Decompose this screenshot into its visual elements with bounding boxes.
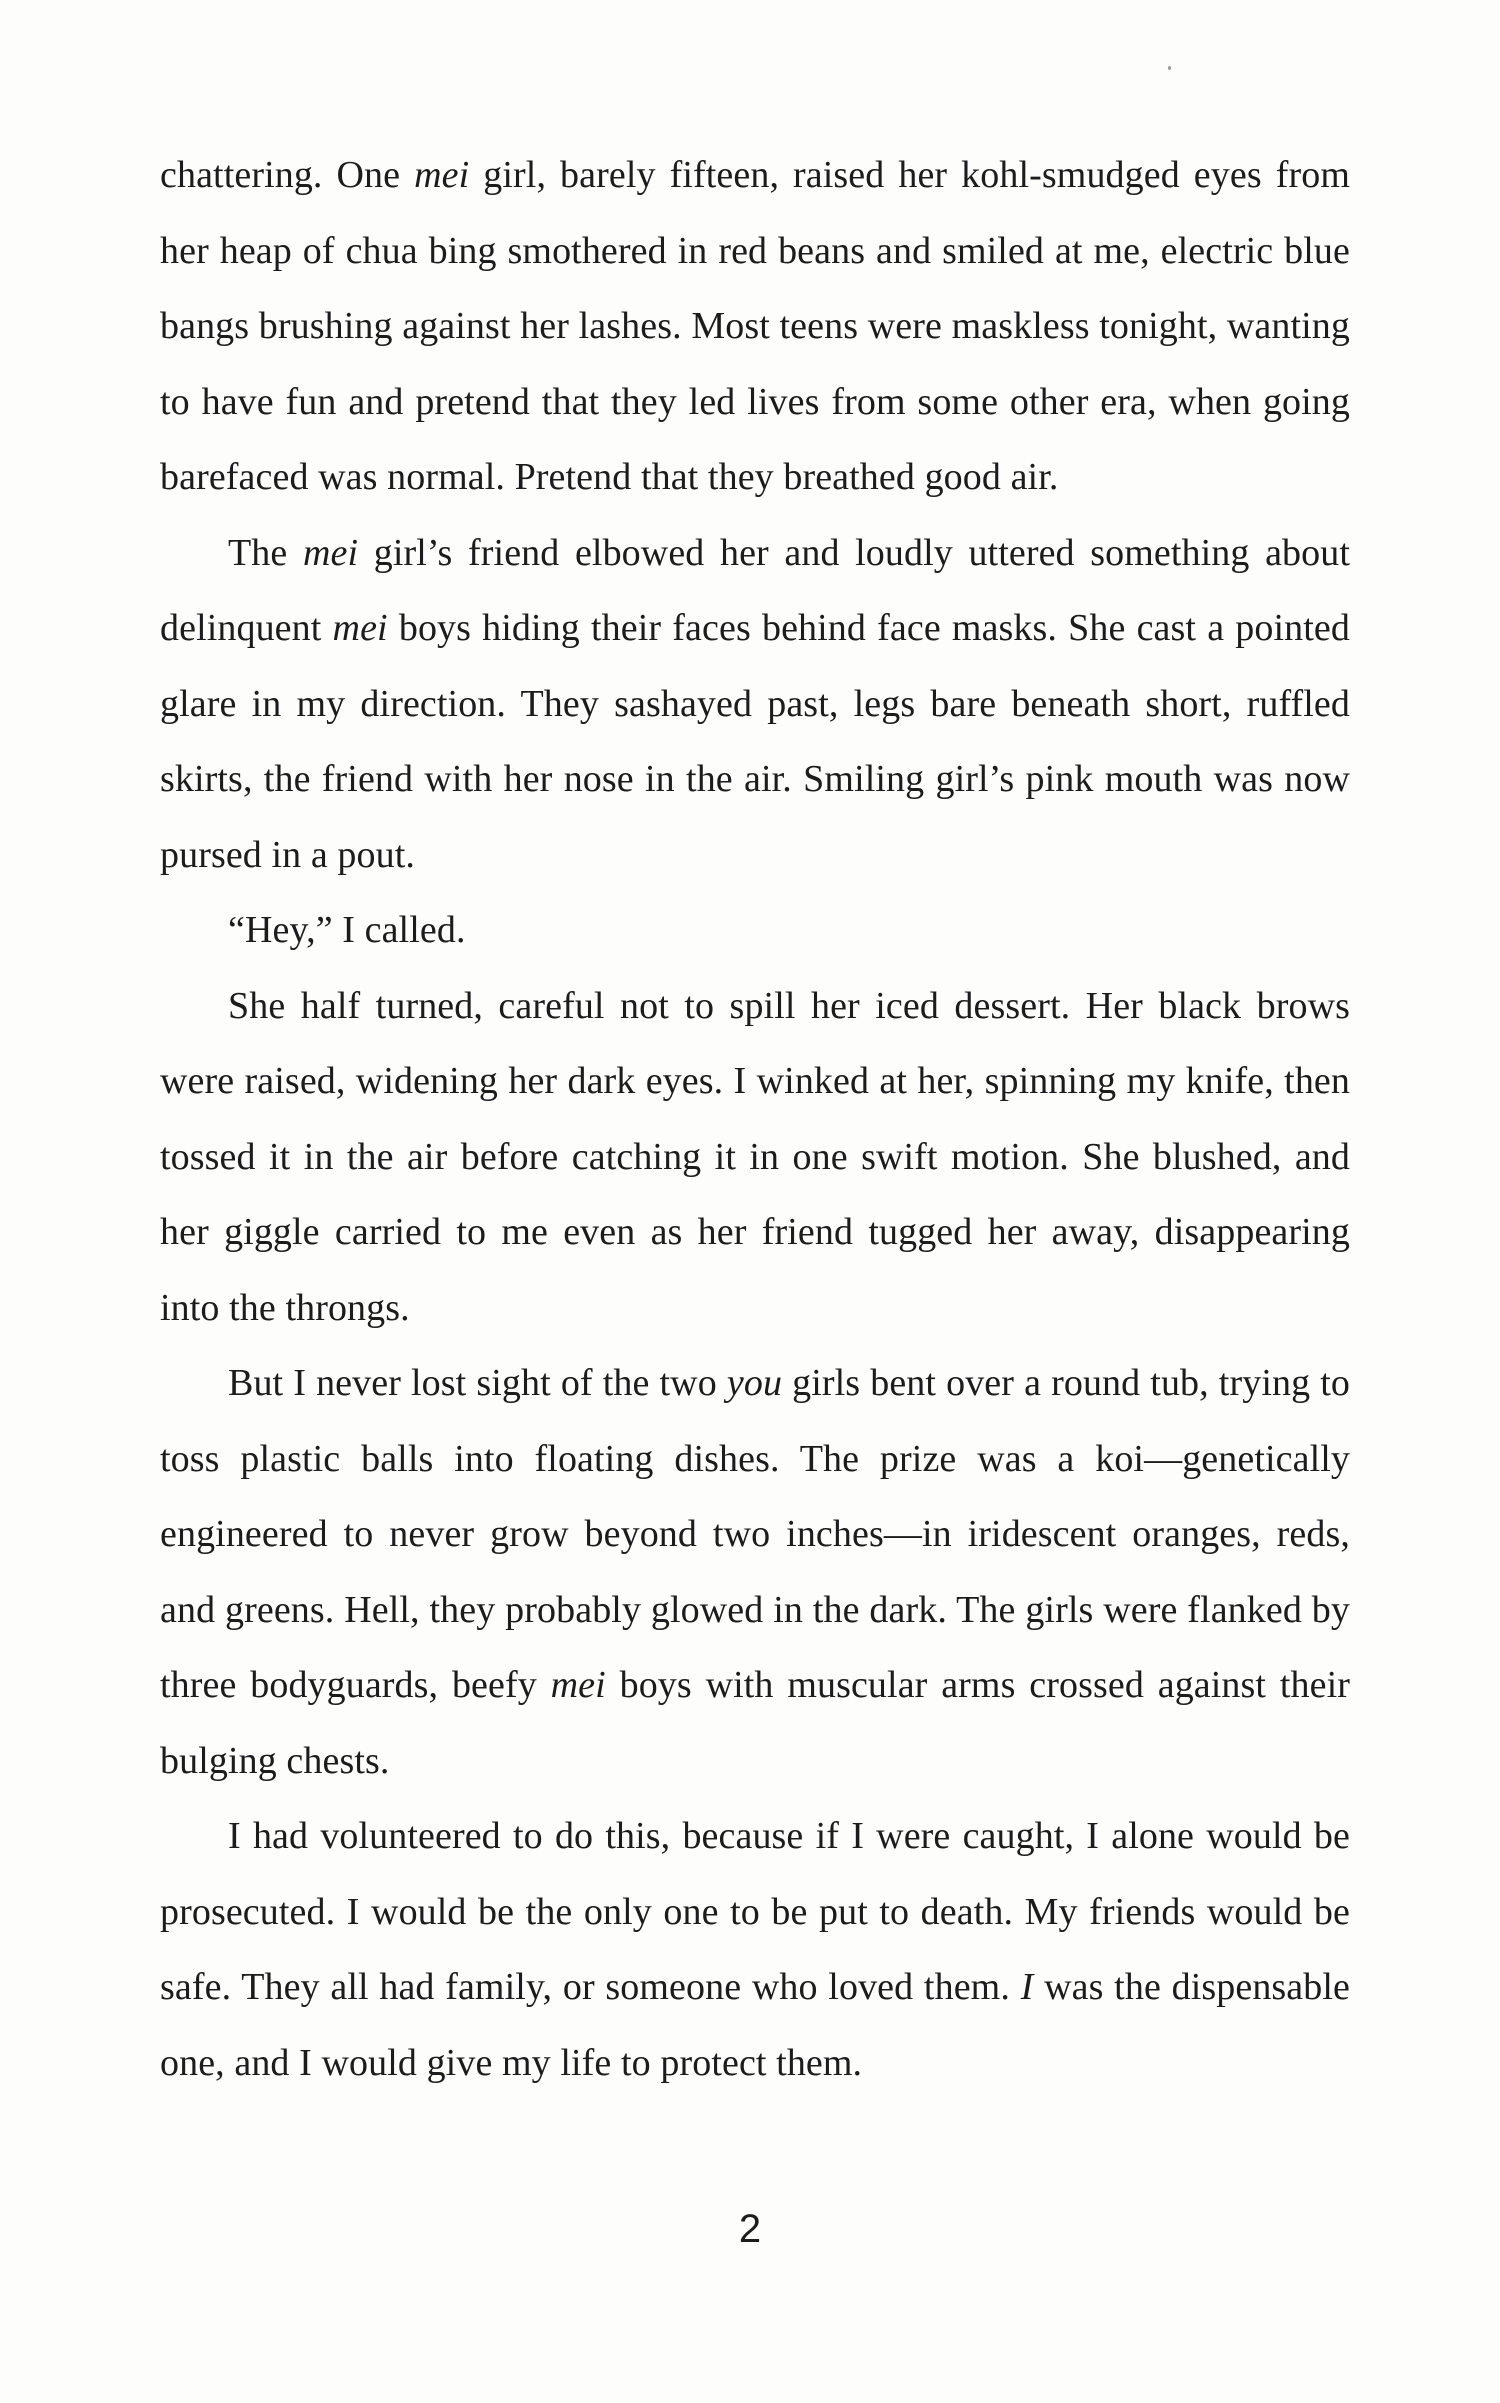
italic-word: mei: [414, 154, 470, 196]
text-segment: “Hey,” I called.: [228, 909, 466, 951]
text-segment: She half turned, careful not to spill her iced dessert. Her black brows were raised, widening her dark eyes. I winked at her, spinning my knife, then tossed it in the air before catching it in one swift motion. She blushed, and her giggle carried to me even as her friend tugged her away, disappearing into the throngs.: [160, 984, 1350, 1329]
text-segment: But I never lost sight of the two: [228, 1362, 727, 1404]
text-segment: boys hiding their faces behind face masks. She cast a pointed glare in my direction. They sashayed past, legs bare beneath short, ruffled skirts, the friend with her nose in the air. Smiling girl’s pink mouth was now pursed in a pout.: [160, 607, 1350, 876]
paragraph-2: [160, 516, 1350, 894]
text-segment: was the dispensable one, and I would give my life to protect them.: [160, 1966, 1351, 2084]
paragraph-5: [160, 1346, 1350, 1799]
text-segment: girls bent over a round tub, trying to toss plastic balls into floating dishes. The prize was a koi—genetically engineered to never grow beyond two inches—in iridescent oranges, reds, and greens. Hell, they probably glowed in the dark. The girls were flanked by three bodyguards, beefy: [160, 1362, 1350, 1706]
italic-word: mei: [302, 531, 359, 574]
text-segment: girl, barely fifteen, raised her kohl-smudged eyes from her heap of chua bing smothered in red beans and smiled at me, electric blue bangs brushing against her lashes. Most teens were maskless tonight, wanting to have fun and pretend that they led lives from some other era, when going barefaced was normal. Pretend that they breathed good air.: [160, 154, 1350, 498]
paragraph-1: [160, 138, 1350, 516]
scan-speck: [1168, 66, 1171, 70]
text-segment: boys with muscular arms crossed against their bulging chests.: [160, 1664, 1350, 1782]
italic-word: mei: [332, 607, 388, 649]
paragraph-4: [160, 969, 1350, 1347]
text-segment: chattering. One: [160, 154, 415, 196]
text-segment: I had volunteered to do this, because if I were caught, I alone would be prosecuted. I would be the only one to be put to death. My friends would be safe. They all had family, or someone who loved them.: [160, 1815, 1350, 2008]
body-text: [160, 138, 1350, 2101]
paragraph-3: [160, 893, 1350, 969]
paragraph-6: [160, 1799, 1350, 2101]
italic-word: you: [726, 1362, 783, 1404]
page-number: 2: [738, 2207, 762, 2251]
text-segment: The: [228, 531, 303, 574]
italic-word: mei: [550, 1664, 606, 1706]
text-segment: girl’s friend elbowed her and loudly uttered something about delinquent: [160, 531, 1350, 649]
italic-word: I: [1020, 1966, 1034, 2008]
